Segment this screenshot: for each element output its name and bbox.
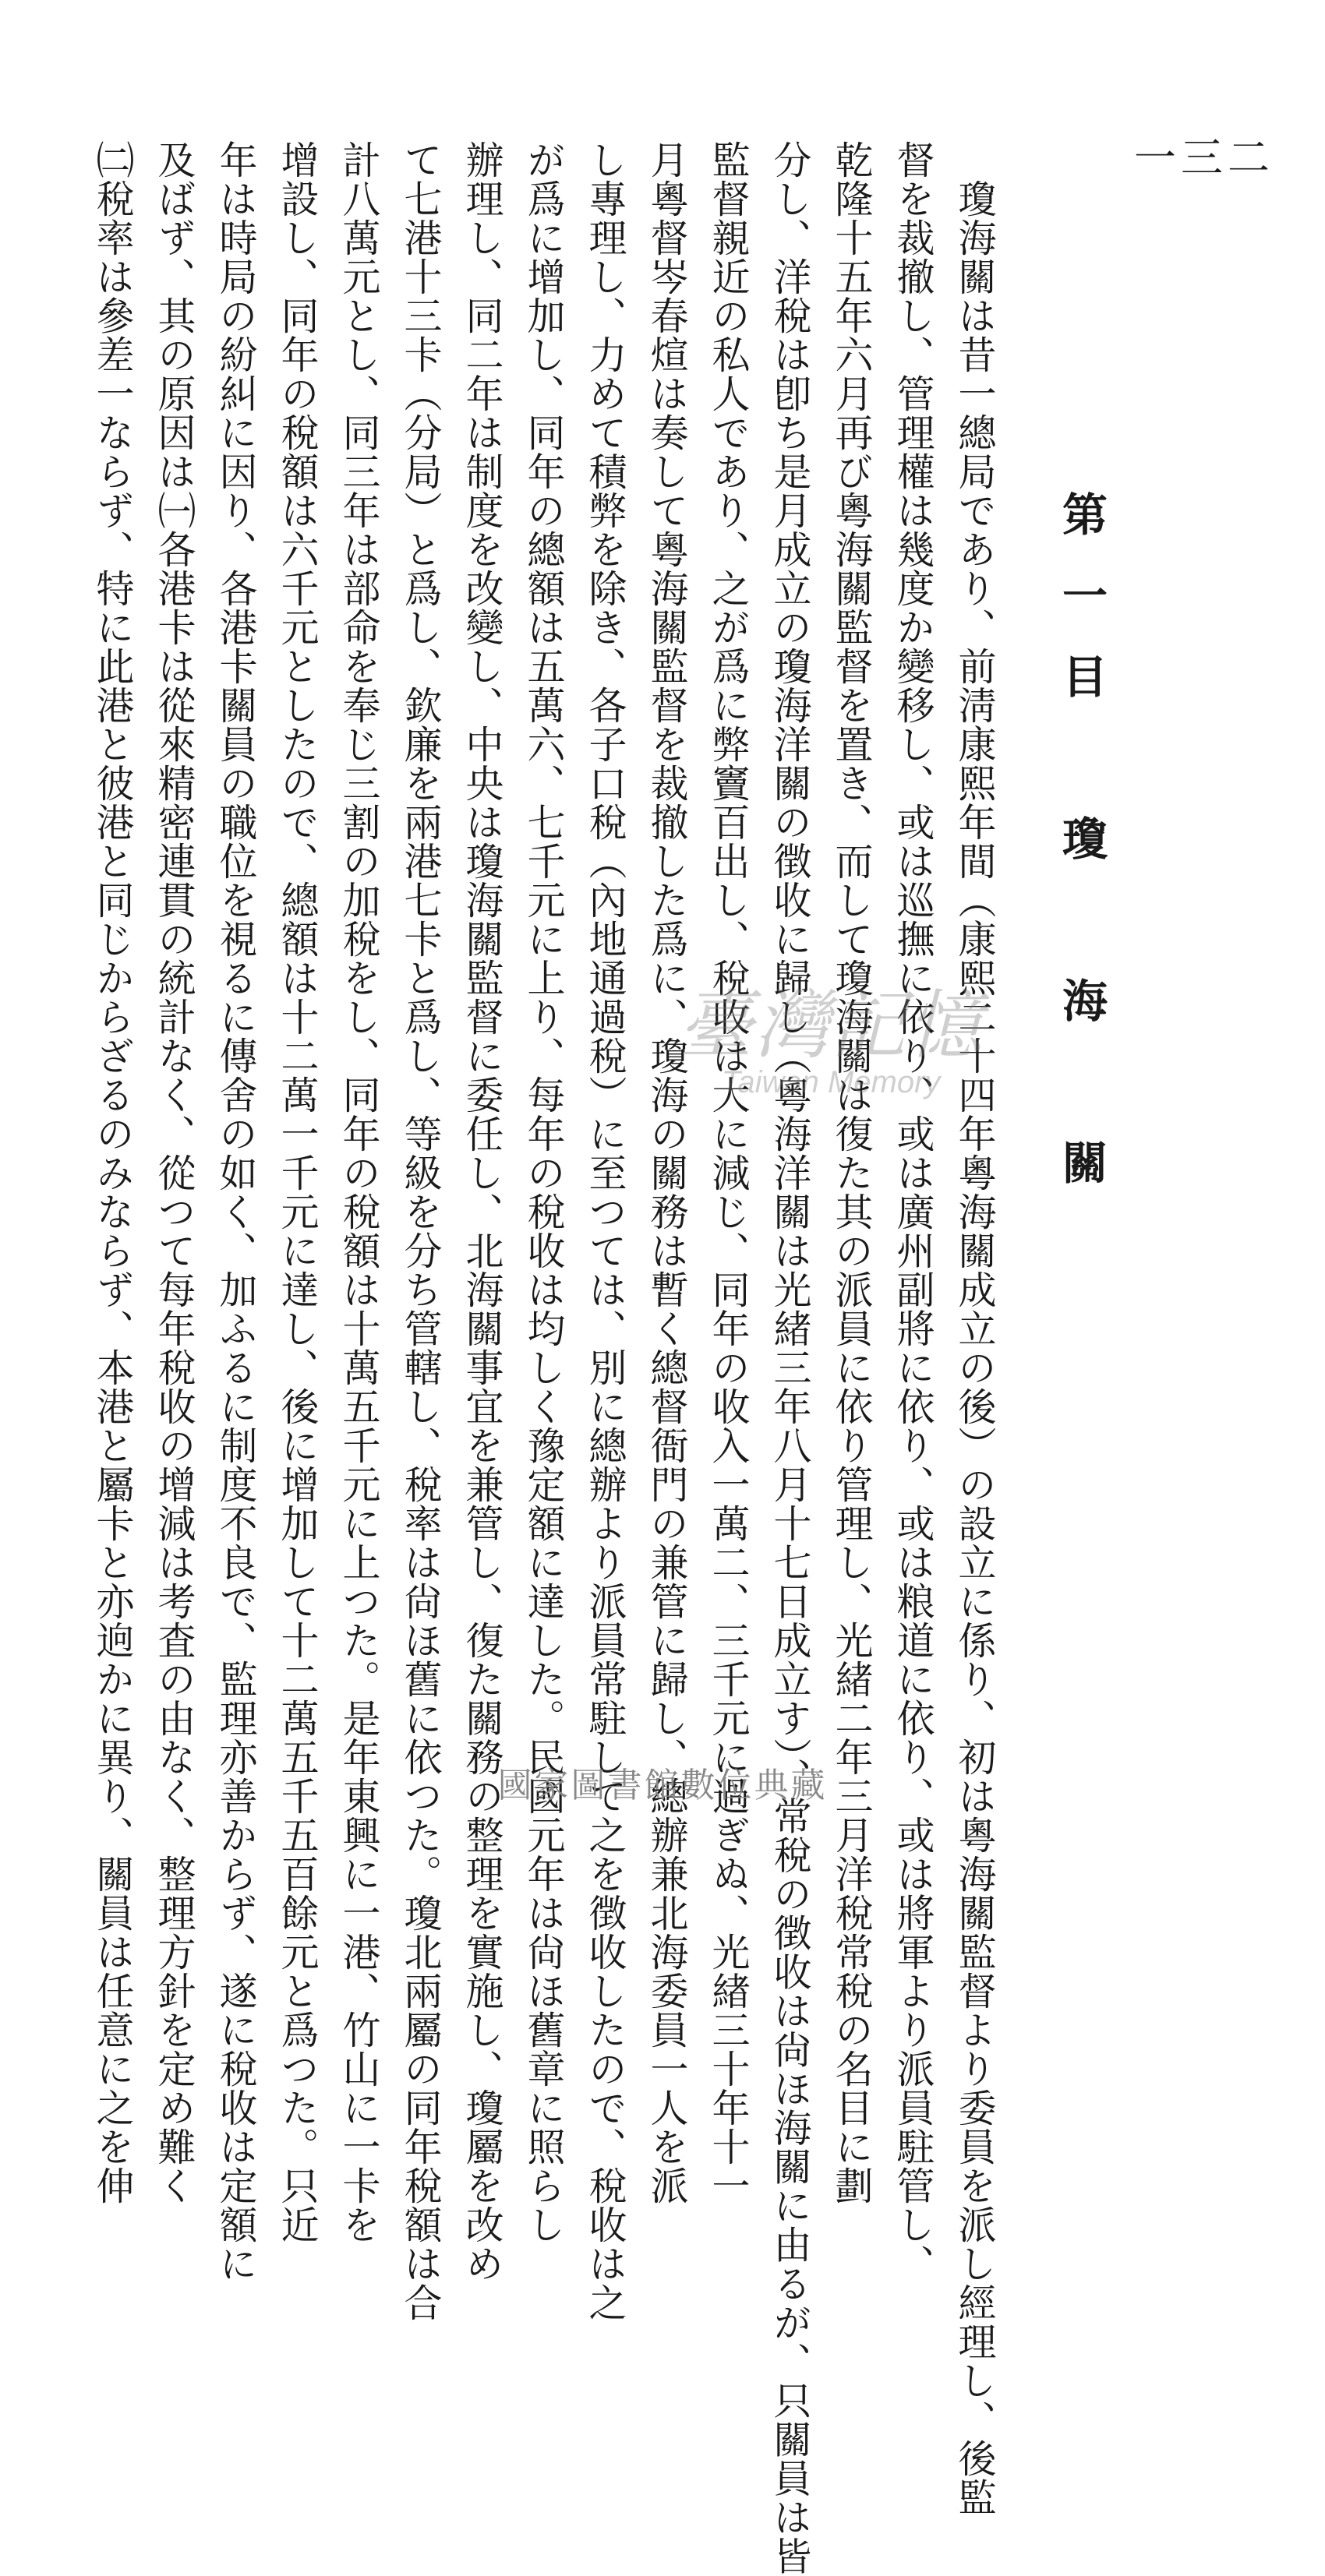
text-column-4: 分し、洋稅は卽ち是月成立の瓊海洋關の徴收に歸し（粵海洋關は光緒三年八月十七日成立す）、常稅の徴收は尙ほ海關に由るが、只關員は皆 [768, 140, 812, 2576]
text-column-8: が爲に增加し、同年の總額は五萬六、七千元に上り、每年の稅收は均しく豫定額に達した。民國元年は尙ほ舊章に照らし [521, 140, 566, 2244]
watermark-logo [678, 966, 984, 1100]
text-column-11: 計八萬元とし、同三年は部命を奉じ三割の加稅をし、同年の稅額は十萬五千元に上つた。是年東興に一港、竹山に一卡を [337, 140, 381, 2244]
text-column-7: し專理し、力めて積弊を除き、各子口稅（內地通過稅）に至つては、別に總辦より派員常駐して之を徴收したので、稅收は之 [583, 140, 627, 2322]
watermark-english: Taiwan Memory [721, 1065, 941, 1099]
text-column-3: 乾隆十五年六月再び粵海關監督を置き、而して瓊海關は復た其の派員に依り管理し、光緒二年三月洋稅常稅の名目に劃 [829, 140, 874, 2205]
watermark-chinese: 臺灣記憶 [678, 982, 984, 1069]
text-column-14: 及ばず、其の原因は㈠各港卡は從來精密連貫の統計なく、從つて每年稅收の增減は考査の由なく、整理方針を定め難く [152, 140, 196, 2205]
text-column-10: て七港十三卡（分局）と爲し、欽廉を兩港七卡と爲し、等級を分ち管轄し、稅率は尙ほ舊に依つた。瓊北兩屬の同年稅額は合 [398, 140, 443, 2322]
section-heading: 第一目 瓊 海 關 [1055, 491, 1108, 1220]
page-number: 一三二 [1134, 133, 1274, 182]
text-column-2: 督を裁撤し、管理權は幾度か變移し、或は巡撫に依り、或は廣州副將に依り、或は粮道に依り、或は將軍より派員駐管し、 [891, 140, 935, 2283]
text-column-12: 增設し、同年の稅額は六千元としたので、總額は十二萬一千元に達し、後に增加して十二萬五千五百餘元と爲つた。只近 [275, 140, 320, 2244]
text-column-1: 瓊海關は昔一總局であり、前淸康熙年間（康熙二十四年粵海關成立の後）の設立に係り、初は粵海關監督より委員を派し經理し、後監 [952, 140, 997, 2517]
text-column-15: ㈡稅率は參差一ならず、特に此港と彼港と同じからざるのみならず、本港と屬卡と亦逈かに異り、關員は任意に之を伸 [90, 140, 135, 2205]
text-column-5: 監督親近の私人であり、之が爲に弊竇百出し、稅收は大に減じ、同年の收入一萬二、三千元に過ぎぬ、光緖三十年十一 [706, 140, 751, 2205]
footer-credit: 國家圖書館數位典藏 [497, 1766, 828, 1805]
text-column-13: 年は時局の紛糾に因り、各港卡關員の職位を視るに傳舍の如く、加ふるに制度不良で、監理亦善からず、遂に稅收は定額に [214, 140, 258, 2283]
text-column-6: 月粵督岑春煊は奏して粵海關監督を裁撤した爲に、瓊海の關務は暫く總督衙門の兼管に歸し、總辦兼北海委員一人を派 [645, 140, 689, 2205]
text-column-9: 辦理し、同二年は制度を改變し、中央は瓊海關監督に委任し、北海關事宜を兼管し、復た關務の整理を實施し、瓊屬を改め [460, 140, 504, 2283]
